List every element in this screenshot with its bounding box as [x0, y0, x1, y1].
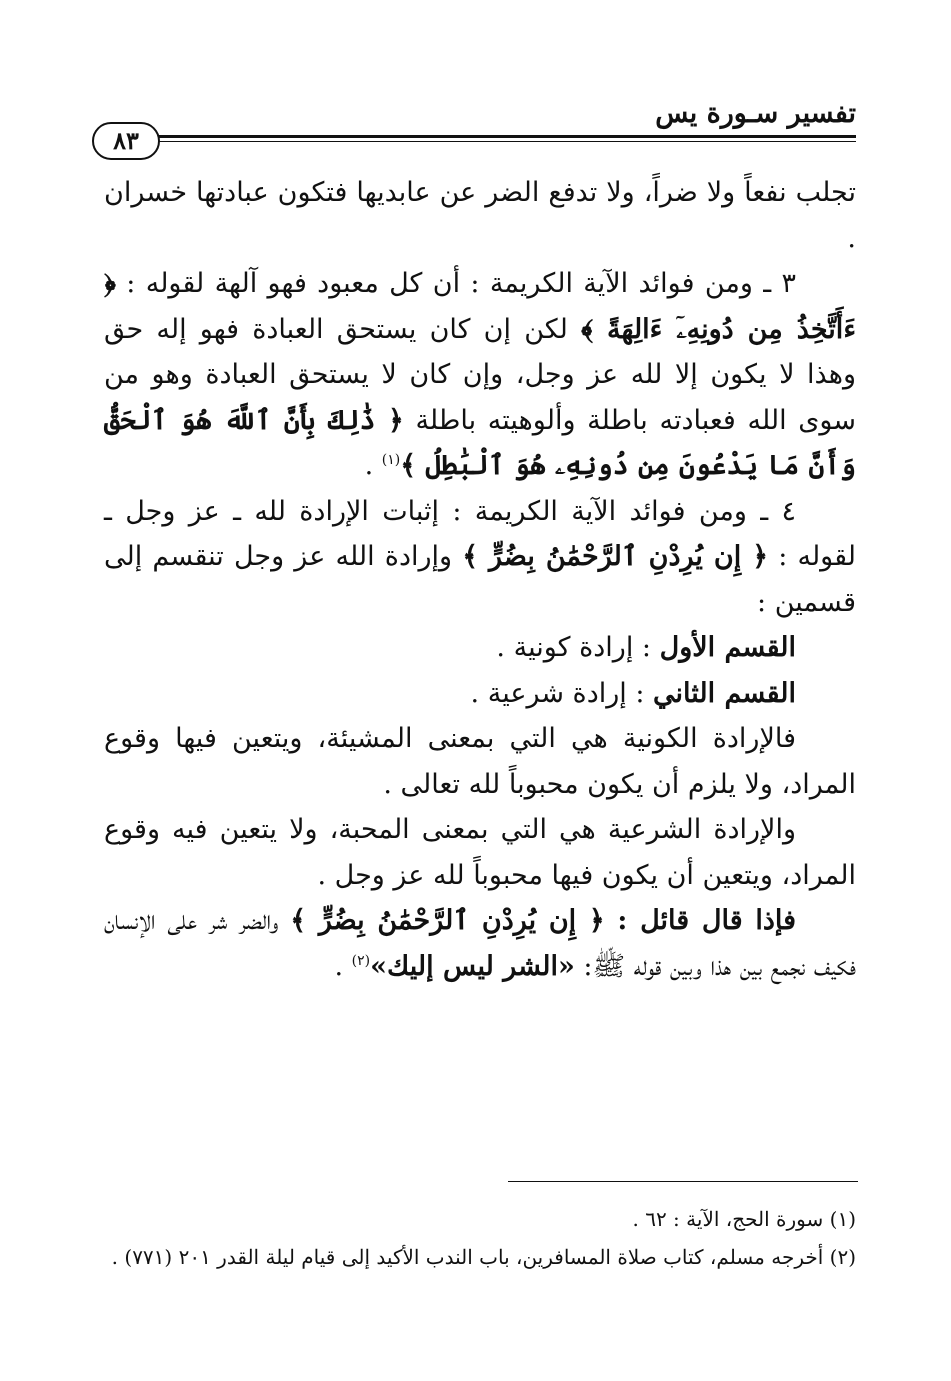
header-rule-thin [148, 141, 856, 142]
footnote-ref-2[interactable]: (٢) [351, 952, 371, 969]
text-run: ٣ ـ ومن فوائد الآية الكريمة : أن كل معبود فهو آلهة لقوله : [115, 268, 796, 299]
paragraph-benefit-3 [104, 261, 856, 489]
header-rule-thick [148, 135, 856, 138]
footnotes [104, 1200, 856, 1276]
paragraph-1: تجلب نفعاً ولا ضراً، ولا تدفع الضر عن عابديها فتكون عبادتها خسران . [104, 177, 856, 254]
quran-verse: ﴿ إِن يُرِدْنِ ٱلرَّحْمَٰنُ بِضُرٍّ ﴾ [462, 541, 769, 572]
section-label: القسم الأول [659, 632, 796, 663]
footnote-separator [508, 1181, 858, 1182]
paragraph-shariya: والإرادة الشرعية هي التي بمعنى المحبة، ولا يتعين فيه وقوع المراد، ويتعين أن يكون فيها محبوباً لله عز وجل . [104, 814, 856, 891]
section-text: : إرادة كونية . [496, 632, 660, 663]
paragraph-kawniya: فالإرادة الكونية هي التي بمعنى المشيئة، ويتعين فيها وقوع المراد، ولا يلزم أن يكون محبوباً لله تعالى . [104, 723, 856, 800]
text-run: وإرادة الله عز وجل تنقسم إلى قسمين : [104, 541, 856, 618]
quran-verse: ﴿ ذَٰلِكَ بِأَنَّ ٱللَّهَ هُوَ ٱلْحَقُّ وَأَنَّ مَا يَدْعُونَ مِن دُونِهِۦ هُوَ ٱلْبَٰطِلُ ﴾ [104, 404, 856, 481]
page-header [88, 96, 856, 156]
section-first [104, 625, 856, 671]
text-run: . [334, 950, 352, 982]
text-run: . [364, 450, 382, 481]
hadith-quote: «الشر ليس إليك» [370, 950, 575, 982]
paragraph-benefit-4 [104, 489, 856, 626]
text-run: والضر شر على الإنسان فكيف نجمع بين هذا وبين قوله ﷺ: [104, 905, 856, 982]
footnote-ref-1[interactable]: (١) [381, 452, 401, 468]
page-number: ٨٣ [92, 122, 160, 160]
running-title: تفسير سـورة يس [655, 98, 856, 129]
main-text [104, 170, 856, 989]
section-second [104, 671, 856, 717]
quran-verse: ﴿ ءَأَتَّخِذُ مِن دُونِهِۦٓ ءَالِهَةً ﴾ [104, 268, 857, 345]
text-run: لكن إن كان يستحق العبادة فهو إله حق وهذا لا يكون إلا لله عز وجل، وإن كان لا يستحق العبادة وهو من سوى الله فعبادته باطلة وألوهيته باطلة [104, 313, 856, 436]
footnote-2: (٢) أخرجه مسلم، كتاب صلاة المسافرين، باب الندب الأكيد إلى قيام ليلة القدر ٢٠١ (٧٧١) . [111, 1245, 856, 1269]
quran-verse: ﴿ إِن يُرِدْنِ ٱلرَّحْمَٰنُ بِضُرٍّ ﴾ [290, 905, 605, 936]
paragraph-question [104, 898, 856, 989]
question-lead: فإذا قال قائل : [604, 905, 797, 936]
text-run: ٤ ـ ومن فوائد الآية الكريمة : إثبات الإرادة لله ـ عز وجل ـ لقوله : [104, 495, 857, 572]
section-label: القسم الثاني [653, 677, 796, 709]
section-text: : إرادة شرعية . [470, 677, 654, 709]
footnote-1: (١) سورة الحج، الآية : ٦٢ . [632, 1207, 856, 1231]
